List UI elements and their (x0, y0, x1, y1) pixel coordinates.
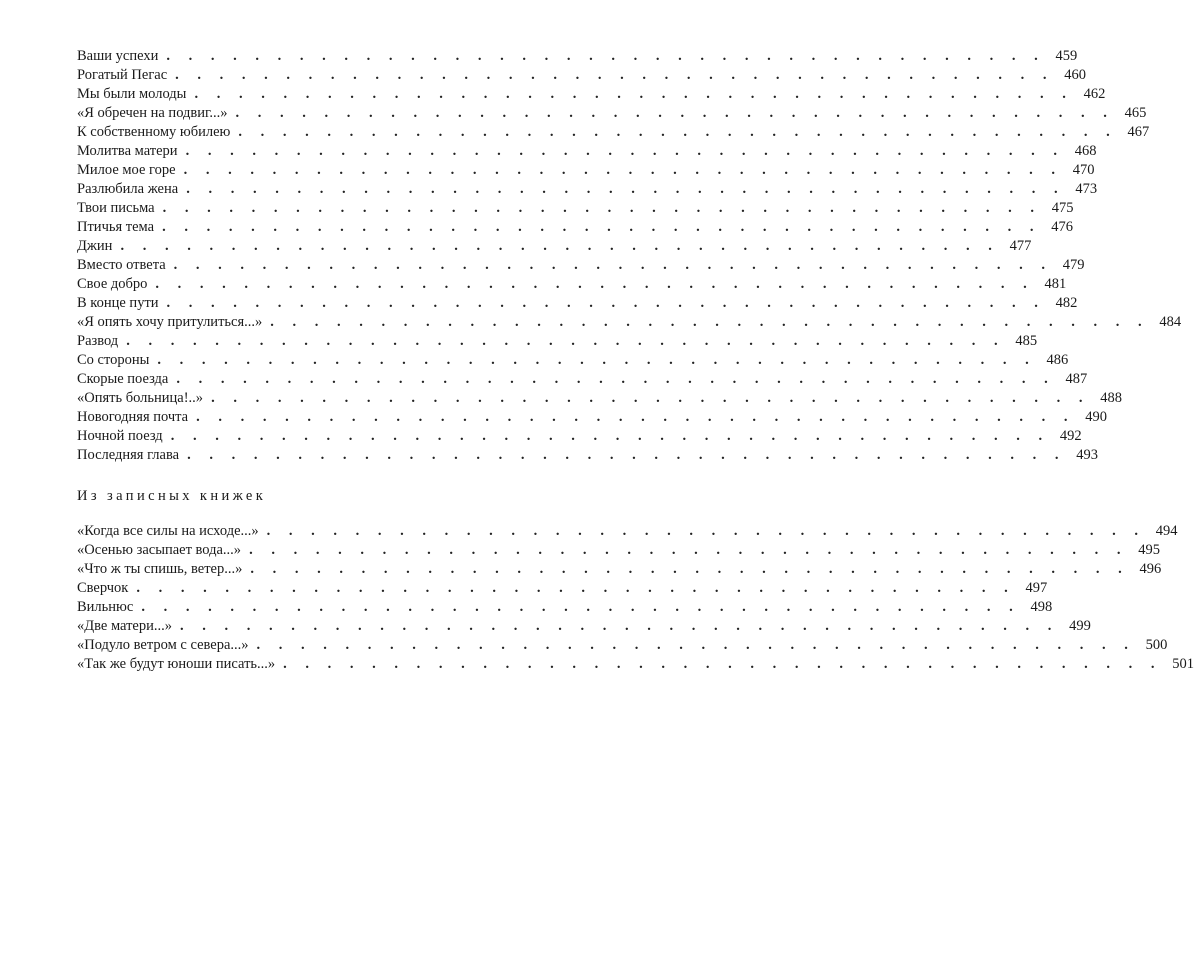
entry-title: Рогатый Пегас (77, 67, 168, 83)
entry-title: К собственному юбилею (77, 124, 231, 140)
page-number: 475 (1051, 200, 1074, 216)
dot-leader: . . . . . . . . . . . . . . . . . . . . . . . . . . . . . . . . . . . . . . . . (185, 143, 1065, 159)
dot-leader: . . . . . . . . . . . . . . . . . . . . . . . . . . . . . . . . . . . . . . . . (120, 238, 1000, 254)
page-number: 460 (1064, 67, 1087, 83)
entry-title: «Я обречен на подвиг...» (77, 105, 228, 121)
entry-title: «Так же будут юноши писать...» (77, 656, 276, 672)
toc-entry (77, 294, 1078, 313)
entry-title: Со стороны (77, 352, 150, 368)
dot-leader: . . . . . . . . . . . . . . . . . . . . . . . . . . . . . . . . . . . . . . . . (176, 371, 1056, 387)
toc-entry (77, 617, 1091, 636)
dot-leader: . . . . . . . . . . . . . . . . . . . . . . . . . . . . . . . . . . . . . . . . (238, 124, 1118, 140)
dot-leader: . . . . . . . . . . . . . . . . . . . . . . . . . . . . . . . . . . . . . . . . (250, 561, 1130, 577)
entry-title: Вместо ответа (77, 257, 166, 273)
entry-title: Развод (77, 333, 119, 349)
page-number: 482 (1055, 295, 1078, 311)
toc-entry (77, 541, 1160, 560)
entry-title: Свое добро (77, 276, 148, 292)
toc-entry (77, 66, 1087, 85)
page-number: 499 (1069, 618, 1091, 634)
toc-entry (77, 579, 1048, 598)
page-number: 476 (1051, 219, 1073, 235)
page-number: 486 (1046, 352, 1069, 368)
contents-list-poems (77, 47, 1182, 465)
dot-leader: . . . . . . . . . . . . . . . . . . . . . . . . . . . . . . . . . . . . . . . . (175, 67, 1055, 83)
dot-leader: . . . . . . . . . . . . . . . . . . . . . . . . . . . . . . . . . . . . . . . . (126, 333, 1006, 349)
entry-title: «Две матери...» (77, 618, 173, 634)
toc-entry (77, 427, 1082, 446)
entry-title: Ночной поезд (77, 428, 163, 444)
page-number: 470 (1072, 162, 1095, 178)
page-number: 473 (1075, 181, 1098, 197)
entry-title: Вильнюс (77, 599, 134, 615)
toc-entry (77, 275, 1067, 294)
entry-title: Новогодняя почта (77, 409, 189, 425)
page-number: 477 (1009, 238, 1032, 254)
dot-leader: . . . . . . . . . . . . . . . . . . . . . . . . . . . . . . . . . . . . . . . . (235, 105, 1115, 121)
page-number: 481 (1044, 276, 1067, 292)
page-number: 497 (1025, 580, 1048, 596)
entry-title: Последняя глава (77, 447, 180, 463)
page-number: 498 (1030, 599, 1053, 615)
dot-leader: . . . . . . . . . . . . . . . . . . . . . . . . . . . . . . . . . . . . . . . . (283, 656, 1163, 672)
page-number: 459 (1055, 48, 1078, 64)
dot-leader: . . . . . . . . . . . . . . . . . . . . . . . . . . . . . . . . . . . . . . . . (162, 219, 1041, 235)
toc-entry (77, 180, 1098, 199)
section-heading-notebooks: Из записных книжек (77, 488, 267, 504)
page-number: 495 (1138, 542, 1160, 558)
dot-leader: . . . . . . . . . . . . . . . . . . . . . . . . . . . . . . . . . . . . . . . . (162, 200, 1042, 216)
toc-entry (77, 123, 1150, 142)
entry-title: Милое мое горе (77, 162, 176, 178)
entry-title: Джин (77, 238, 113, 254)
toc-entry (77, 598, 1053, 617)
toc-entry (77, 408, 1107, 427)
toc-entry (77, 351, 1069, 370)
page-number: 485 (1015, 333, 1038, 349)
entry-title: Скорые поезда (77, 371, 169, 387)
page-number: 501 (1172, 656, 1194, 672)
entry-title: Мы были молоды (77, 86, 187, 102)
toc-entry (77, 85, 1106, 104)
toc-entry (77, 218, 1073, 237)
dot-leader: . . . . . . . . . . . . . . . . . . . . . . . . . . . . . . . . . . . . . . . . (187, 447, 1066, 463)
dot-leader: . . . . . . . . . . . . . . . . . . . . . . . . . . . . . . . . . . . . . . . . (155, 276, 1035, 292)
page-number: 488 (1100, 390, 1122, 406)
page-number: 487 (1065, 371, 1088, 387)
page-number: 468 (1074, 143, 1097, 159)
page-number: 467 (1127, 124, 1150, 140)
toc-entry (77, 332, 1038, 351)
entry-title: Молитва матери (77, 143, 178, 159)
entry-title: «Осенью засыпает вода...» (77, 542, 242, 558)
toc-entry (77, 237, 1032, 256)
dot-leader: . . . . . . . . . . . . . . . . . . . . . . . . . . . . . . . . . . . . . . . . (270, 314, 1150, 330)
page-number: 500 (1145, 637, 1168, 653)
page-number: 490 (1085, 409, 1107, 425)
toc-entry (77, 104, 1147, 123)
contents-list-notebooks (77, 522, 1194, 674)
entry-title: Разлюбила жена (77, 181, 179, 197)
entry-title: «Я опять хочу притулиться...» (77, 314, 263, 330)
page-number: 496 (1139, 561, 1162, 577)
entry-title: Ваши успехи (77, 48, 159, 64)
toc-entry (77, 256, 1085, 275)
dot-leader: . . . . . . . . . . . . . . . . . . . . . . . . . . . . . . . . . . . . . . . . (173, 257, 1053, 273)
entry-title: В конце пути (77, 295, 159, 311)
dot-leader: . . . . . . . . . . . . . . . . . . . . . . . . . . . . . . . . . . . . . . . . (157, 352, 1037, 368)
page-number: 462 (1083, 86, 1106, 102)
page-number: 484 (1159, 314, 1182, 330)
dot-leader: . . . . . . . . . . . . . . . . . . . . . . . . . . . . . . . . . . . . . . . . (166, 48, 1046, 64)
toc-entry (77, 161, 1095, 180)
dot-leader: . . . . . . . . . . . . . . . . . . . . . . . . . . . . . . . . . . . . . . . . (180, 618, 1059, 634)
entry-title: «Подуло ветром с севера...» (77, 637, 249, 653)
toc-entry (77, 47, 1078, 66)
toc-entry (77, 522, 1178, 541)
entry-title: «Что ж ты спишь, ветер...» (77, 561, 243, 577)
entry-title: «Когда все силы на исходе...» (77, 523, 259, 539)
dot-leader: . . . . . . . . . . . . . . . . . . . . . . . . . . . . . . . . . . . . . . . . (194, 86, 1074, 102)
toc-entry (77, 199, 1074, 218)
toc-entry (77, 446, 1098, 465)
toc-entry (77, 370, 1088, 389)
toc-entry (77, 636, 1168, 655)
dot-leader: . . . . . . . . . . . . . . . . . . . . . . . . . . . . . . . . . . . . . . . . (211, 390, 1090, 406)
page-number: 492 (1059, 428, 1082, 444)
dot-leader: . . . . . . . . . . . . . . . . . . . . . . . . . . . . . . . . . . . . . . . . (136, 580, 1016, 596)
toc-entry (77, 313, 1182, 332)
page-number: 493 (1076, 447, 1098, 463)
entry-title: Птичья тема (77, 219, 155, 235)
dot-leader: . . . . . . . . . . . . . . . . . . . . . . . . . . . . . . . . . . . . . . . . (256, 637, 1136, 653)
entry-title: «Опять больница!..» (77, 390, 204, 406)
entry-title: Твои письма (77, 200, 155, 216)
page-number: 465 (1124, 105, 1147, 121)
dot-leader: . . . . . . . . . . . . . . . . . . . . . . . . . . . . . . . . . . . . . . . . (196, 409, 1075, 425)
toc-entry (77, 655, 1194, 674)
entry-title: Сверчок (77, 580, 129, 596)
toc-entry (77, 389, 1122, 408)
dot-leader: . . . . . . . . . . . . . . . . . . . . . . . . . . . . . . . . . . . . . . . . (170, 428, 1050, 444)
dot-leader: . . . . . . . . . . . . . . . . . . . . . . . . . . . . . . . . . . . . . . . . (141, 599, 1021, 615)
dot-leader: . . . . . . . . . . . . . . . . . . . . . . . . . . . . . . . . . . . . . . . . (183, 162, 1063, 178)
dot-leader: . . . . . . . . . . . . . . . . . . . . . . . . . . . . . . . . . . . . . . . . (186, 181, 1066, 197)
dot-leader: . . . . . . . . . . . . . . . . . . . . . . . . . . . . . . . . . . . . . . . . (249, 542, 1128, 558)
page-number: 479 (1062, 257, 1085, 273)
dot-leader: . . . . . . . . . . . . . . . . . . . . . . . . . . . . . . . . . . . . . . . . (266, 523, 1146, 539)
toc-entry (77, 560, 1162, 579)
toc-entry (77, 142, 1097, 161)
page-number: 494 (1155, 523, 1178, 539)
dot-leader: . . . . . . . . . . . . . . . . . . . . . . . . . . . . . . . . . . . . . . . . (166, 295, 1046, 311)
